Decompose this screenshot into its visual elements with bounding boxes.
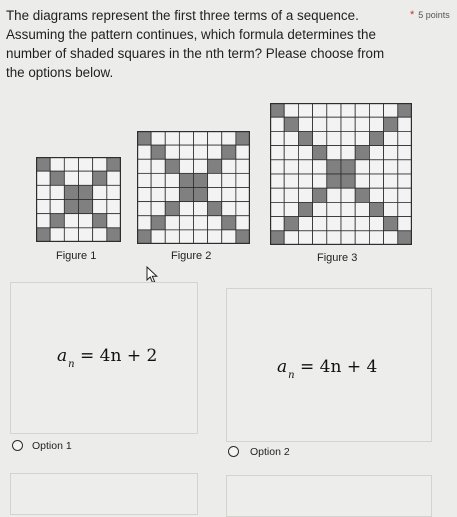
- figure-3-grid: [270, 103, 412, 245]
- shaded-square: [236, 230, 250, 244]
- option-2-card[interactable]: [226, 288, 432, 442]
- empty-square: [107, 200, 121, 214]
- empty-square: [398, 202, 412, 216]
- shaded-square: [194, 188, 208, 202]
- option-3-card-partial[interactable]: [10, 473, 198, 515]
- shaded-square: [384, 117, 398, 131]
- empty-square: [384, 103, 398, 117]
- empty-square: [313, 160, 327, 174]
- empty-square: [107, 214, 121, 228]
- empty-square: [298, 217, 312, 231]
- empty-square: [270, 160, 284, 174]
- empty-square: [284, 131, 298, 145]
- empty-square: [298, 103, 312, 117]
- empty-square: [50, 157, 64, 171]
- empty-square: [79, 157, 93, 171]
- shaded-square: [36, 157, 50, 171]
- empty-square: [93, 157, 107, 171]
- empty-square: [284, 188, 298, 202]
- empty-square: [165, 131, 179, 145]
- shaded-square: [284, 117, 298, 131]
- empty-square: [298, 174, 312, 188]
- figure-2-label: Figure 2: [171, 250, 212, 262]
- empty-square: [355, 103, 369, 117]
- empty-square: [179, 230, 193, 244]
- empty-square: [398, 117, 412, 131]
- empty-square: [36, 200, 50, 214]
- empty-square: [64, 157, 78, 171]
- shaded-square: [93, 214, 107, 228]
- empty-square: [151, 159, 165, 173]
- shaded-square: [398, 103, 412, 117]
- empty-square: [165, 173, 179, 187]
- empty-square: [208, 173, 222, 187]
- empty-square: [327, 231, 341, 245]
- empty-square: [398, 188, 412, 202]
- empty-square: [384, 231, 398, 245]
- empty-square: [298, 160, 312, 174]
- shaded-square: [355, 188, 369, 202]
- shaded-square: [208, 202, 222, 216]
- empty-square: [384, 188, 398, 202]
- empty-square: [137, 145, 151, 159]
- empty-square: [384, 160, 398, 174]
- shaded-square: [79, 200, 93, 214]
- shaded-square: [313, 146, 327, 160]
- empty-square: [222, 159, 236, 173]
- empty-square: [327, 131, 341, 145]
- empty-square: [270, 202, 284, 216]
- empty-square: [151, 131, 165, 145]
- empty-square: [313, 217, 327, 231]
- empty-square: [298, 231, 312, 245]
- empty-square: [355, 160, 369, 174]
- shaded-square: [165, 159, 179, 173]
- empty-square: [36, 185, 50, 199]
- shaded-square: [236, 131, 250, 145]
- empty-square: [327, 217, 341, 231]
- shaded-square: [50, 214, 64, 228]
- empty-square: [50, 228, 64, 242]
- empty-square: [137, 216, 151, 230]
- shaded-square: [137, 131, 151, 145]
- shaded-square: [179, 173, 193, 187]
- empty-square: [194, 131, 208, 145]
- empty-square: [369, 231, 383, 245]
- empty-square: [179, 202, 193, 216]
- empty-square: [179, 131, 193, 145]
- empty-square: [398, 131, 412, 145]
- shaded-square: [341, 174, 355, 188]
- empty-square: [208, 145, 222, 159]
- empty-square: [165, 216, 179, 230]
- empty-square: [79, 171, 93, 185]
- empty-square: [107, 185, 121, 199]
- empty-square: [222, 230, 236, 244]
- empty-square: [236, 216, 250, 230]
- empty-square: [341, 117, 355, 131]
- empty-square: [151, 202, 165, 216]
- empty-square: [341, 188, 355, 202]
- empty-square: [341, 231, 355, 245]
- empty-square: [36, 214, 50, 228]
- empty-square: [236, 145, 250, 159]
- empty-square: [369, 188, 383, 202]
- option-4-card-partial[interactable]: [226, 475, 432, 517]
- option-1-radio[interactable]: [12, 440, 23, 451]
- empty-square: [369, 217, 383, 231]
- empty-square: [93, 200, 107, 214]
- shaded-square: [93, 171, 107, 185]
- empty-square: [179, 159, 193, 173]
- empty-square: [384, 202, 398, 216]
- empty-square: [79, 214, 93, 228]
- empty-square: [341, 146, 355, 160]
- empty-square: [341, 103, 355, 117]
- shaded-square: [384, 217, 398, 231]
- shaded-square: [165, 202, 179, 216]
- empty-square: [194, 216, 208, 230]
- option-2-radio[interactable]: [228, 446, 239, 457]
- empty-square: [313, 231, 327, 245]
- empty-square: [398, 160, 412, 174]
- empty-square: [236, 159, 250, 173]
- empty-square: [222, 131, 236, 145]
- empty-square: [384, 174, 398, 188]
- empty-square: [270, 188, 284, 202]
- empty-square: [355, 117, 369, 131]
- figure-1-grid: [36, 157, 121, 242]
- shaded-square: [151, 145, 165, 159]
- empty-square: [222, 173, 236, 187]
- empty-square: [236, 173, 250, 187]
- shaded-square: [270, 231, 284, 245]
- empty-square: [64, 214, 78, 228]
- shaded-square: [398, 231, 412, 245]
- empty-square: [298, 188, 312, 202]
- empty-square: [327, 117, 341, 131]
- empty-square: [284, 146, 298, 160]
- empty-square: [355, 202, 369, 216]
- shaded-square: [107, 157, 121, 171]
- empty-square: [36, 171, 50, 185]
- shaded-square: [36, 228, 50, 242]
- empty-square: [194, 202, 208, 216]
- empty-square: [313, 117, 327, 131]
- empty-square: [137, 188, 151, 202]
- empty-square: [313, 174, 327, 188]
- empty-square: [369, 160, 383, 174]
- empty-square: [284, 174, 298, 188]
- option-1-label[interactable]: Option 1: [32, 440, 72, 452]
- empty-square: [208, 230, 222, 244]
- shaded-square: [284, 217, 298, 231]
- empty-square: [179, 145, 193, 159]
- shaded-square: [313, 188, 327, 202]
- empty-square: [384, 131, 398, 145]
- shaded-square: [222, 145, 236, 159]
- empty-square: [284, 160, 298, 174]
- shaded-square: [327, 160, 341, 174]
- empty-square: [93, 185, 107, 199]
- empty-square: [137, 173, 151, 187]
- empty-square: [236, 188, 250, 202]
- empty-square: [151, 188, 165, 202]
- shaded-square: [64, 200, 78, 214]
- empty-square: [64, 171, 78, 185]
- empty-square: [222, 188, 236, 202]
- option-2-label[interactable]: Option 2: [250, 446, 290, 458]
- empty-square: [398, 174, 412, 188]
- shaded-square: [341, 160, 355, 174]
- shaded-square: [355, 146, 369, 160]
- empty-square: [270, 117, 284, 131]
- empty-square: [398, 146, 412, 160]
- option-2-formula: $a_n = 4n + 4$: [277, 357, 378, 381]
- shaded-square: [64, 185, 78, 199]
- empty-square: [284, 103, 298, 117]
- option-1-formula: $a_n = 4n + 2$: [57, 346, 158, 370]
- empty-square: [208, 216, 222, 230]
- shaded-square: [298, 202, 312, 216]
- figure-3-label: Figure 3: [317, 252, 358, 264]
- empty-square: [355, 131, 369, 145]
- empty-square: [194, 230, 208, 244]
- empty-square: [194, 145, 208, 159]
- empty-square: [179, 216, 193, 230]
- points-indicator: [410, 9, 450, 21]
- empty-square: [341, 217, 355, 231]
- empty-square: [327, 188, 341, 202]
- shaded-square: [179, 188, 193, 202]
- empty-square: [194, 159, 208, 173]
- empty-square: [165, 188, 179, 202]
- empty-square: [313, 202, 327, 216]
- empty-square: [369, 174, 383, 188]
- shaded-square: [298, 131, 312, 145]
- empty-square: [355, 217, 369, 231]
- empty-square: [50, 185, 64, 199]
- shaded-square: [327, 174, 341, 188]
- empty-square: [327, 103, 341, 117]
- shaded-square: [137, 230, 151, 244]
- shaded-square: [369, 131, 383, 145]
- shaded-square: [208, 159, 222, 173]
- empty-square: [137, 159, 151, 173]
- empty-square: [369, 117, 383, 131]
- empty-square: [270, 146, 284, 160]
- empty-square: [298, 146, 312, 160]
- empty-square: [64, 228, 78, 242]
- empty-square: [270, 131, 284, 145]
- empty-square: [165, 145, 179, 159]
- empty-square: [284, 231, 298, 245]
- shaded-square: [151, 216, 165, 230]
- empty-square: [107, 171, 121, 185]
- points-label: 5 points: [418, 10, 450, 20]
- empty-square: [151, 230, 165, 244]
- option-1-card[interactable]: [10, 282, 198, 434]
- empty-square: [222, 202, 236, 216]
- shaded-square: [222, 216, 236, 230]
- shaded-square: [107, 228, 121, 242]
- empty-square: [50, 200, 64, 214]
- empty-square: [341, 202, 355, 216]
- empty-square: [151, 173, 165, 187]
- shaded-square: [50, 171, 64, 185]
- empty-square: [384, 146, 398, 160]
- empty-square: [270, 217, 284, 231]
- empty-square: [284, 202, 298, 216]
- required-marker: *: [410, 9, 415, 21]
- question-text: The diagrams represent the first three terms of a sequence. Assuming the pattern continues, which formula determines the number of shaded squares in the nth term? Please choose from the options below.: [6, 8, 385, 80]
- empty-square: [208, 131, 222, 145]
- empty-square: [313, 103, 327, 117]
- empty-square: [398, 217, 412, 231]
- figure-1-label: Figure 1: [56, 250, 97, 262]
- empty-square: [327, 202, 341, 216]
- shaded-square: [194, 173, 208, 187]
- empty-square: [298, 117, 312, 131]
- empty-square: [137, 202, 151, 216]
- empty-square: [313, 131, 327, 145]
- empty-square: [236, 202, 250, 216]
- shaded-square: [369, 202, 383, 216]
- empty-square: [93, 228, 107, 242]
- empty-square: [369, 146, 383, 160]
- empty-square: [208, 188, 222, 202]
- shaded-square: [270, 103, 284, 117]
- shaded-square: [79, 185, 93, 199]
- empty-square: [165, 230, 179, 244]
- empty-square: [341, 131, 355, 145]
- empty-square: [355, 174, 369, 188]
- figure-2-grid: [137, 131, 250, 244]
- empty-square: [79, 228, 93, 242]
- empty-square: [327, 146, 341, 160]
- empty-square: [355, 231, 369, 245]
- empty-square: [369, 103, 383, 117]
- empty-square: [270, 174, 284, 188]
